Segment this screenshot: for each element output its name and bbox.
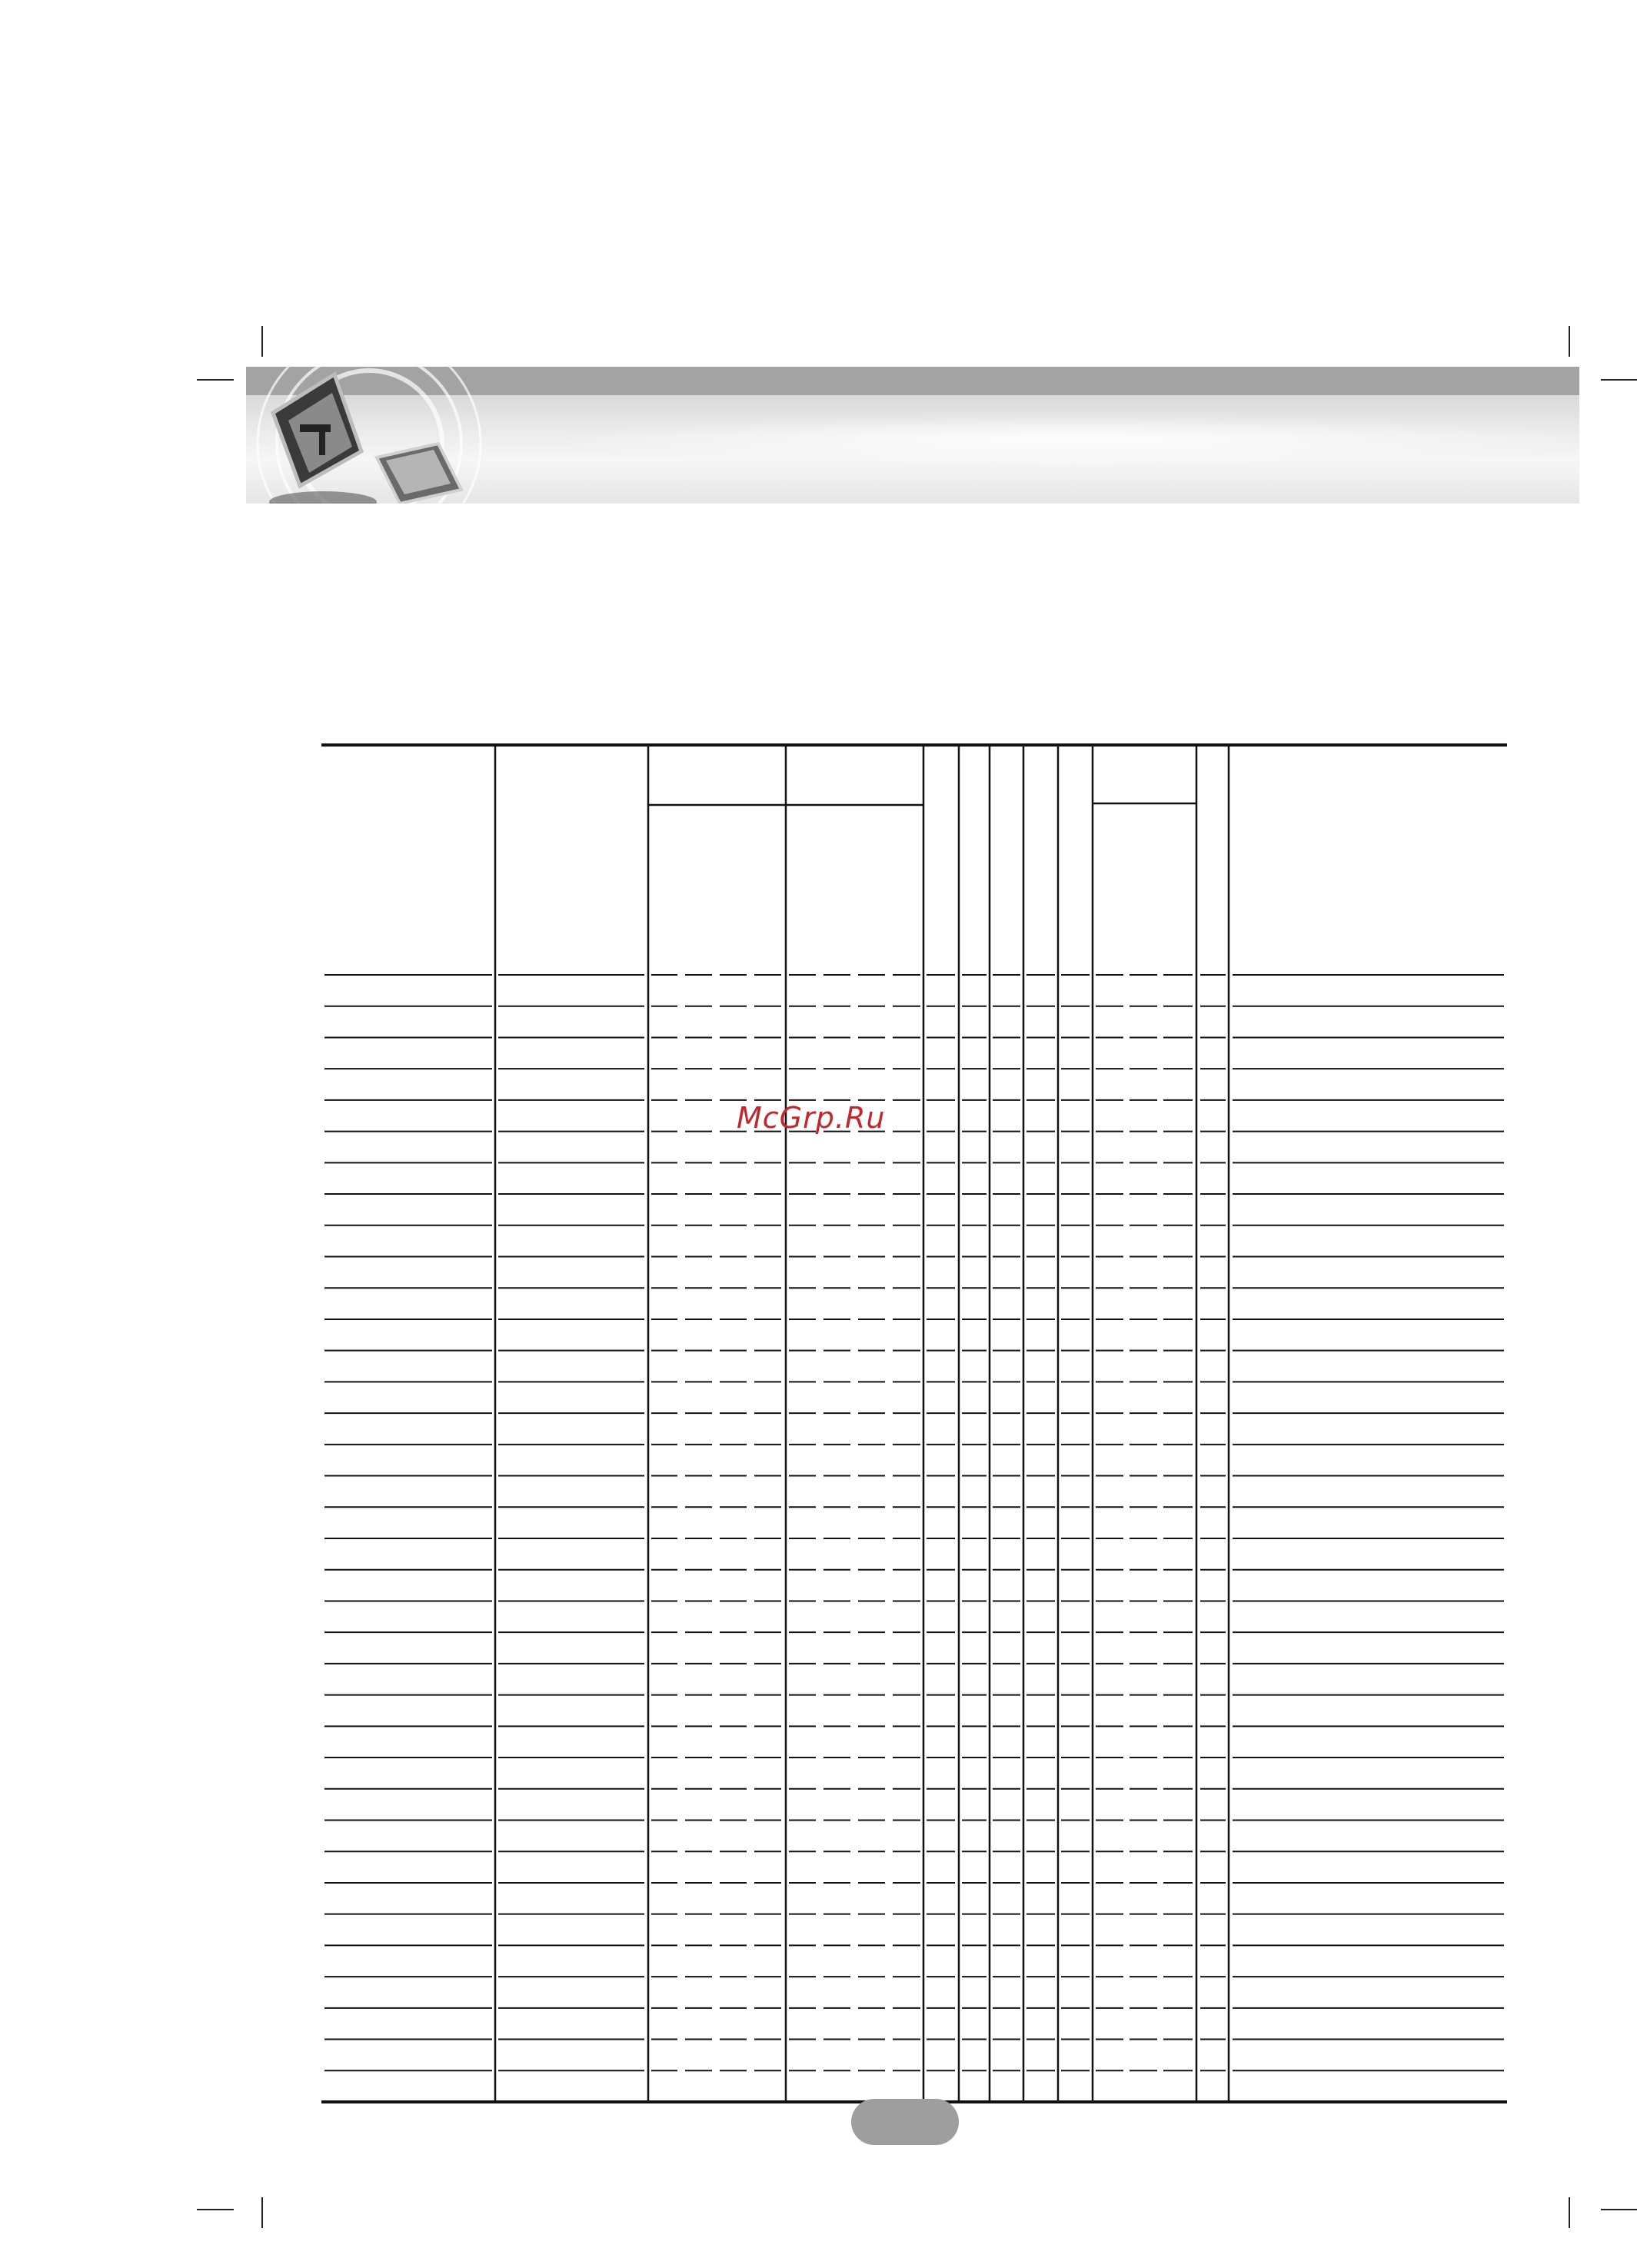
page-number-badge: [851, 2099, 959, 2145]
watermark-text: McGrp.Ru: [737, 1101, 886, 1135]
